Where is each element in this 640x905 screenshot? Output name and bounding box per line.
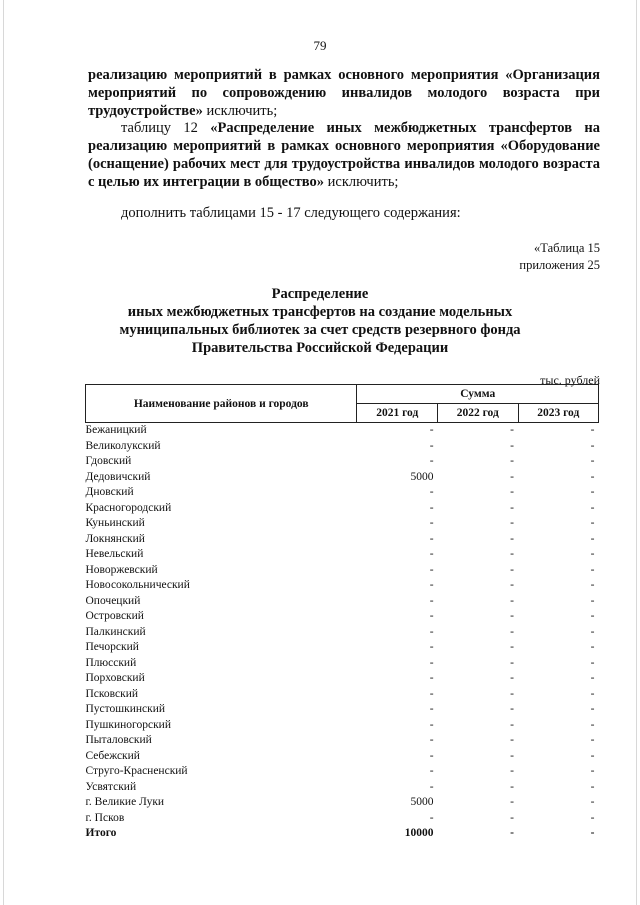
total-row xyxy=(86,826,599,842)
value-2022: - xyxy=(510,749,514,762)
value-2021: 10000 xyxy=(404,827,434,839)
value-2022: - xyxy=(510,703,514,715)
table-body xyxy=(86,423,599,842)
paragraph-2-normal: исключить; xyxy=(324,174,399,190)
table-row xyxy=(86,470,599,486)
title-line-4: Правительства Российской Федерации xyxy=(191,340,449,356)
value-2022: - xyxy=(510,470,514,483)
table-row xyxy=(86,795,599,811)
value-2022: - xyxy=(510,765,514,777)
value-2022: - xyxy=(510,718,514,731)
region-name: Псковский xyxy=(85,687,139,700)
table-row xyxy=(86,780,599,796)
value-2023: - xyxy=(590,718,595,731)
table-row xyxy=(86,454,599,470)
region-name: Красногородский xyxy=(85,501,172,514)
value-2023: - xyxy=(590,749,595,762)
value-2022: - xyxy=(510,656,514,669)
value-2023: - xyxy=(590,827,595,839)
table-row xyxy=(86,563,599,579)
header-year-2023: 2023 год xyxy=(518,404,599,423)
value-2022: - xyxy=(510,455,514,467)
value-2022: - xyxy=(510,687,514,700)
value-2021: - xyxy=(429,656,434,669)
value-2021: - xyxy=(429,811,434,824)
table-row xyxy=(86,625,599,641)
value-2023: - xyxy=(590,610,595,622)
region-name: Островский xyxy=(85,610,144,622)
value-2022: - xyxy=(510,780,514,793)
value-2023: - xyxy=(590,501,595,514)
value-2021: - xyxy=(429,765,434,777)
header-year-2021: 2021 год xyxy=(357,404,438,423)
scan-edge-right xyxy=(636,0,637,905)
table-row xyxy=(86,687,599,703)
value-2021: - xyxy=(429,594,434,607)
value-2023: - xyxy=(590,486,595,498)
region-name: Дновский xyxy=(85,486,134,498)
region-name: Новоржевский xyxy=(85,563,158,576)
value-2021: - xyxy=(429,625,434,638)
value-2023: - xyxy=(590,687,595,700)
region-name: Плюсский xyxy=(85,656,137,669)
table-row xyxy=(86,501,599,517)
value-2023: - xyxy=(590,811,595,824)
region-name: г. Псков xyxy=(85,811,125,824)
table-row xyxy=(86,811,599,827)
value-2021: - xyxy=(429,501,434,514)
paragraph-1-normal: исключить; xyxy=(202,103,278,119)
title-line-2: иных межбюджетных трансфертов на создание модельных xyxy=(127,304,513,320)
value-2021: - xyxy=(429,641,434,653)
value-2022: - xyxy=(510,641,514,653)
title-line-3: муниципальных библиотек за счет средств резервного фонда xyxy=(119,322,521,338)
region-name: Палкинский xyxy=(85,625,146,638)
page-number: 79 xyxy=(313,38,327,53)
scan-edge-left xyxy=(3,0,4,905)
value-2022: - xyxy=(510,439,514,452)
value-2022: - xyxy=(510,827,514,839)
region-name: Новосокольнический xyxy=(85,579,190,591)
value-2023: - xyxy=(590,563,595,576)
table-row xyxy=(86,749,599,765)
value-2022: - xyxy=(510,594,514,607)
paragraph-3-text: дополнить таблицами 15 - 17 следующего содержания: xyxy=(121,205,461,221)
paragraph-1-bold: реализацию мероприятий в рамках основного мероприятия «Организация мероприятий по сопровождению инвалидов молодого возраста при трудоустройстве» xyxy=(88,67,600,119)
value-2023: - xyxy=(590,517,595,529)
table-row xyxy=(86,439,599,455)
value-2021: - xyxy=(429,610,434,622)
table-title xyxy=(0,285,640,357)
table-row xyxy=(86,516,599,532)
value-2022: - xyxy=(510,532,514,545)
table-row xyxy=(86,702,599,718)
title-line-1: Распределение xyxy=(271,286,369,302)
region-name: Бежаницкий xyxy=(85,424,147,436)
value-2023: - xyxy=(590,579,595,591)
value-2022: - xyxy=(510,517,514,529)
value-2022: - xyxy=(510,424,514,436)
paragraph-2 xyxy=(88,119,600,191)
value-2023: - xyxy=(590,594,595,607)
value-2021: - xyxy=(429,548,434,560)
value-2021: - xyxy=(429,439,434,452)
value-2021: - xyxy=(429,703,434,715)
value-2021: 5000 xyxy=(410,796,434,808)
region-name: Усвятский xyxy=(85,780,137,793)
paragraph-2-lead: таблицу 12 xyxy=(121,120,211,136)
table-row xyxy=(86,609,599,625)
value-2022: - xyxy=(510,486,514,498)
value-2021: - xyxy=(429,424,434,436)
value-2022: - xyxy=(510,501,514,514)
value-2021: - xyxy=(429,780,434,793)
header-sum: Сумма xyxy=(357,385,599,404)
region-name: Великолукский xyxy=(85,439,161,452)
value-2023: - xyxy=(590,548,595,560)
region-name: Гдовский xyxy=(85,455,132,467)
value-2023: - xyxy=(590,455,595,467)
value-2021: - xyxy=(429,672,434,684)
value-2022: - xyxy=(510,625,514,638)
table-row xyxy=(86,764,599,780)
table-row xyxy=(86,718,599,734)
value-2023: - xyxy=(590,734,595,746)
value-2023: - xyxy=(590,625,595,638)
region-name: Пушкиногорский xyxy=(85,718,171,731)
value-2023: - xyxy=(590,470,595,483)
value-2021: - xyxy=(429,687,434,700)
header-name: Наименование районов и городов xyxy=(86,385,357,423)
paragraph-2-bold: «Распределение иных межбюджетных трансфертов на реализацию мероприятий в рамках основного мероприятия «Оборудование (оснащение) рабочих мест для трудоустройства инвалидов молодого возраста с целью их интеграции в общество» xyxy=(88,120,600,190)
region-name: Итого xyxy=(85,827,117,839)
table-row xyxy=(86,656,599,672)
table-row xyxy=(86,640,599,656)
paragraph-1 xyxy=(88,66,600,120)
header-year-2022: 2022 год xyxy=(438,404,518,423)
value-2022: - xyxy=(510,563,514,576)
region-name: Локнянский xyxy=(85,532,145,545)
units-label: тыс. рублей xyxy=(540,373,600,387)
table-row xyxy=(86,578,599,594)
region-name: Куньинский xyxy=(85,517,145,529)
table-row xyxy=(86,594,599,610)
value-2021: - xyxy=(429,749,434,762)
region-name: Дедовичский xyxy=(85,470,151,483)
value-2022: - xyxy=(510,548,514,560)
region-name: Себежский xyxy=(85,749,140,762)
allocation-table xyxy=(85,384,599,842)
paragraph-3 xyxy=(88,204,600,222)
value-2023: - xyxy=(590,765,595,777)
table-row xyxy=(86,423,599,439)
region-name: Печорский xyxy=(85,641,139,653)
value-2023: - xyxy=(590,439,595,452)
region-name: Струго-Красненский xyxy=(85,765,188,777)
region-name: Пыталовский xyxy=(85,734,152,746)
value-2023: - xyxy=(590,656,595,669)
value-2021: 5000 xyxy=(410,470,434,483)
table-caption xyxy=(519,240,600,274)
value-2023: - xyxy=(590,780,595,793)
value-2022: - xyxy=(510,610,514,622)
region-name: Пустошкинский xyxy=(85,703,166,715)
value-2021: - xyxy=(429,532,434,545)
value-2023: - xyxy=(590,424,595,436)
value-2022: - xyxy=(510,811,514,824)
value-2021: - xyxy=(429,563,434,576)
table-row xyxy=(86,485,599,501)
region-name: Невельский xyxy=(85,548,144,560)
region-name: г. Великие Луки xyxy=(85,796,165,808)
table-row xyxy=(86,733,599,749)
value-2023: - xyxy=(590,796,595,808)
value-2022: - xyxy=(510,579,514,591)
caption-line-1: «Таблица 15 xyxy=(534,241,600,255)
value-2022: - xyxy=(510,672,514,684)
value-2021: - xyxy=(429,517,434,529)
table-row xyxy=(86,671,599,687)
value-2021: - xyxy=(429,734,434,746)
value-2021: - xyxy=(429,455,434,467)
table-row xyxy=(86,532,599,548)
caption-line-2: приложения 25 xyxy=(519,258,600,272)
value-2021: - xyxy=(429,486,434,498)
value-2023: - xyxy=(590,703,595,715)
value-2022: - xyxy=(510,796,514,808)
value-2023: - xyxy=(590,672,595,684)
value-2023: - xyxy=(590,641,595,653)
value-2021: - xyxy=(429,718,434,731)
region-name: Опочецкий xyxy=(85,594,141,607)
value-2021: - xyxy=(429,579,434,591)
value-2023: - xyxy=(590,532,595,545)
table-row xyxy=(86,547,599,563)
value-2022: - xyxy=(510,734,514,746)
region-name: Порховский xyxy=(85,672,145,684)
